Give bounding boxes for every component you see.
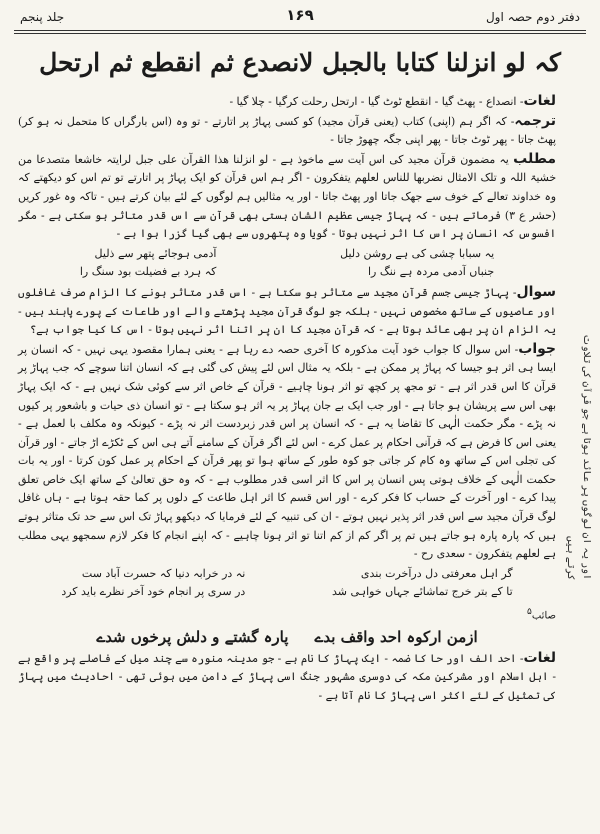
vocab-term: لغات: [523, 93, 556, 109]
meaning-term: مطلب: [513, 150, 556, 167]
poetry-block-2: [18, 565, 556, 602]
header-rule-double: [14, 33, 586, 34]
commentary-body: [18, 92, 556, 705]
vocab-paragraph: [18, 92, 556, 112]
question-term: سوال: [516, 283, 556, 300]
vocab-paragraph-2: [18, 649, 556, 706]
couplet-line-2: پارہ گشتے و دلش پرخوں شدے: [96, 627, 289, 646]
question-text: - پہاڑ جیسی جسم قرآن مجید سے متاثر ہو سکتا ہے - اس قدر متاثر ہونے کا الزام صرف غافلوں اور عاصیوں کے ساتھ مخصوص نہیں - بلکہ جو لوگ قرآن مجید پڑھتے والے اور طاعات کے پورے پابند ہیں - یہ الزام ان پر بھی عائد ہوتا ہے - کہ قرآن مجید کا ان پر اتنا اثر نہیں ہوتا - اس کا کیا جواب ہے؟: [18, 285, 556, 337]
answer-paragraph: [18, 340, 556, 564]
vocab-text: - انصداع - پھٹ گیا - انقطع ٹوٹ گیا - ارتحل رحلت کرگیا - چلا گیا -: [229, 95, 524, 108]
poet-label: صائب۵: [527, 607, 556, 622]
verse-line: تا کے بتر خرج تماشائے جہاں خواہی شد: [331, 585, 513, 599]
verse-line: کہ ہرد بے فضیلت بود سنگ را: [79, 265, 217, 279]
answer-text: - اس سوال کا جواب خود آیت مذکورہ کا آخری حصہ دے رہا ہے - یعنی ہمارا مقصود یہی نہیں - کہ انسان پر ایسا ہی اثر ہو جیسا کہ پہاڑ پر ممکن ہے - بلکہ یہ مثال اس لئے پیش کی گئی ہے کہ انسان اتنا سوچے کہ جب پہاڑ پر قرآن کا اس قدر اثر ہے - تو مجھ پر کچھ تو اثر ہونا چاہیے - قرآن کے خاص اثر سے کوئی شک نہیں ہے - کہ ایک پہاڑ بھی اس سے پریشان ہو جاتا ہے - اور جب ایک بے جان پہاڑ پر یہ اثر ہو سکتا ہے - تو انسان ذی حیات و باشعور پر کیوں نہ پڑے - مگر حکمت الٰہی کا تقاضا یہ ہے - کہ انسان پر اس قدر زبردست اثر نہ پڑے - کیونکہ وہ مکلف با لعمل ہے - یعنی اس کا فرض ہے کہ قرآنی احکام پر عمل کرے - اس لئے اگر قرآن کے سامنے آتے ہی اس کے ٹکڑے اڑ جاتے - اور قرآن کی تجلی اس کے ساتھ وہ کام کر جاتی جو کوہ طور کے ساتھ ہوا تو پھر قرآن کے احکام پر عمل کون کرتا - اور یہ بات حکمت الٰہی کے خلاف ہوتی پس انسان پر اس کا اثر اسی قدر مطلوب ہے - کہ وہ حق تعالیٰ کے ساتھ ایک خاص تعلق پیدا کرے - اور آخرت کے حساب کا فکر کرے - اور اس قسم کا اثر اہل طاعت کے دلوں پر کما حقہ ہوتا ہے - ہاں غافل لوگ قرآن مجید سے اس قدر اثر پذیر نہیں ہوتے - ان کی تنبیہ کے لئے فرمایا کہ دیکھو پہاڑ تک اس سے حد تک متاثر ہوتے ہیں کہ پارہ پارہ ہو جاتے ہیں تم پر اگر کم از کم اتنا تو اثر ہونا چاہیے - کہ اپنے انجام کا فکر لازم سمجھو یہی مطلب ہے لعلھم یتفکرون - سعدی رح -: [18, 342, 556, 561]
translation-text: - کہ اگر ہم (اپنی) کتاب (یعنی قرآن مجید) کو کسی پہاڑ پر اتارتے - تو وہ (اس بارگراں کا متحمل نہ ہو کر) پھٹ جاتا - پھر ٹوٹ جاتا - پھر اپنی جگہ چھوڑ جاتا -: [18, 114, 556, 147]
verse-line: در سری پر انجام خود آخر نظرے باید کرد: [61, 585, 246, 599]
page-header: [20, 6, 580, 28]
couplet-line-1: ازمن ارکوہ احد واقف بدے: [314, 627, 478, 646]
translation-paragraph: [18, 112, 556, 150]
header-rule: [14, 30, 586, 31]
verse-line: جنباں آدمی مردہ ہے ننگ را: [367, 265, 495, 279]
meaning-paragraph: [18, 150, 556, 244]
page-number: ۱۶۹: [286, 6, 314, 24]
verse-line: آدمی ہوجائے پتھر سے ذلیل: [94, 246, 217, 260]
translation-term: ترجمہ: [514, 112, 556, 129]
section-label: دفتر دوم حصہ اول: [485, 10, 580, 24]
poet-name: صائب: [531, 610, 556, 622]
verse-line: یہ سبابا چشی کی ہے روشن دلیل: [340, 246, 495, 260]
meaning-text: یہ مضمون قرآن مجید کی اس آیت سے ماخوذ ہے - لو انزلنا ھذا القرآن علی جبل لرایتہ خاشعا متصدعا من خشیۃ اللہ و تلک الامثال نضربھا للناس لعلھم یتفکرون - اگر ہم اس قرآن کو ایک پہاڑ پر اتارتے تو تم اس کو دیکھتے کہ وہ خداوند تعالے کے خوف سے جھک جاتا اور پھٹ جاتا - اور یہ مثالیں ہم لوگوں کے لئے بیان کرتے ہیں - تاکہ وہ غور کریں (حشر ع ۳) فرماتے ہیں - کہ پہاڑ جیسی عظیم الشان ہستی بھی قرآن سے اس قدر متاثر ہو سکتی ہے - مگر افسوس کہ انسان پر اس کا اثر نہیں ہوتا - گویا وہ پتھروں سے بھی گیا گزرا ہوا ہے -: [18, 152, 556, 241]
poetry-block-1: [18, 245, 556, 282]
verse-heading: کہ لو انزلنا کتابا بالجبل لانصدع ثم انقطع ثم ارتحل: [39, 48, 561, 77]
handwritten-margin-note: اور یہ ان لوگوں پر عائد ہوتا ہے جو قرآن کی تلاوت کرتے ہیں: [565, 334, 592, 580]
question-paragraph: [18, 283, 556, 340]
verse-line: نہ در خرابہ دنیا کہ حسرت آباد ست: [81, 566, 246, 580]
vocab-term-2: لغات: [523, 649, 556, 666]
featured-couplet: [18, 628, 556, 647]
verse-line: گر اہل معرفتی دل درآخرت بندی: [360, 566, 513, 580]
answer-term: جواب: [518, 340, 556, 357]
vocab-text-2: - احد الف اور حا کا ضمہ - ایک پہاڑ کا نام ہے - جو مدینہ منورہ سے چند میل کے فاصلے پر واقع ہے - اہل اسلام اور مشرکین مکہ کی دوسری مشہور جنگ اسی پہاڑ کے دامن میں ہوئی تھی - احادیث میں پہاڑ کی تمثیل کے لئے اکثر اسی پہاڑ کا نام آتا ہے -: [18, 651, 556, 702]
volume-label: جلد پنجم: [20, 10, 65, 24]
